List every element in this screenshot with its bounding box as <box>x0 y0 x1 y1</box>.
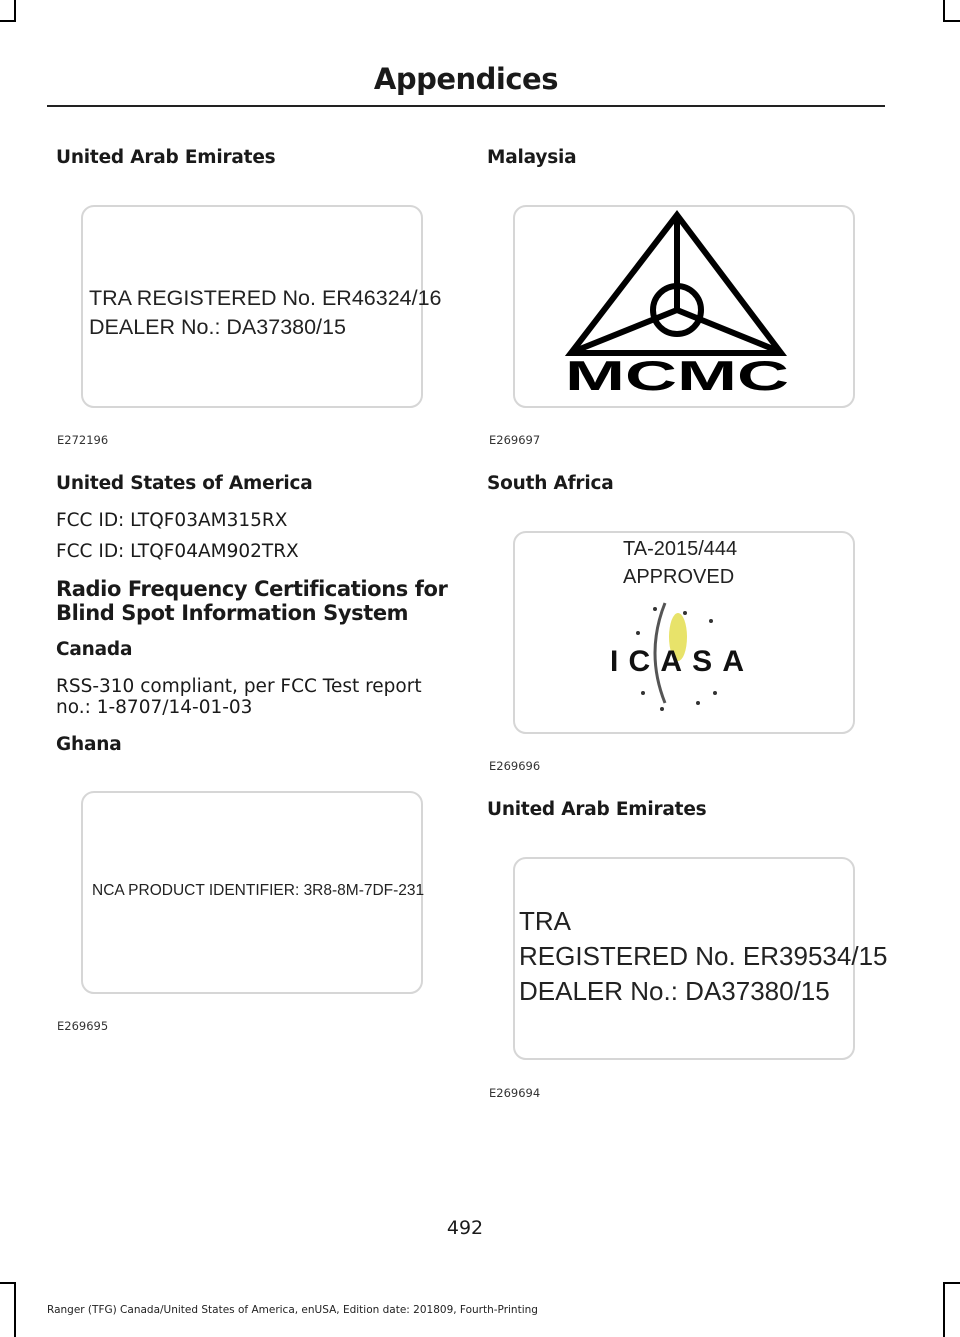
image-code: E269694 <box>489 1086 541 1100</box>
canada-text-line: RSS-310 compliant, per FCC Test report <box>56 676 422 697</box>
page-number: 492 <box>446 1217 484 1239</box>
uae-heading: United Arab Emirates <box>56 147 276 168</box>
crop-mark <box>943 0 945 22</box>
mcmc-triangle-icon <box>571 215 781 353</box>
uae-certification-label <box>513 857 888 1060</box>
ghana-certification-label <box>81 791 423 994</box>
crop-mark <box>943 1282 945 1337</box>
crop-mark <box>14 0 16 22</box>
icasa-logo-text: ICASA <box>610 645 744 678</box>
crop-mark <box>14 1282 16 1337</box>
uae-tra-text: TRA <box>519 906 571 936</box>
fcc-id-text: FCC ID: LTQF03AM315RX <box>56 510 288 531</box>
image-code: E269697 <box>489 433 541 447</box>
uae-dealer-text: DEALER No.: DA37380/15 <box>89 315 346 339</box>
icasa-logo <box>515 533 852 731</box>
crop-mark <box>943 1282 960 1284</box>
image-code: E269696 <box>489 759 541 773</box>
ghana-identifier-text: NCA PRODUCT IDENTIFIER: 3R8-8M-7DF-231 <box>92 882 425 899</box>
page-title: Appendices <box>373 62 558 96</box>
header-rule <box>47 105 885 107</box>
uae-registration-text: REGISTERED No. ER39534/15 <box>519 941 888 971</box>
malaysia-certification-label <box>513 205 855 408</box>
crop-mark <box>0 20 16 22</box>
crop-mark <box>0 1282 16 1284</box>
image-code: E269695 <box>57 1019 109 1033</box>
fcc-id-text: FCC ID: LTQF04AM902TRX <box>56 541 299 562</box>
sa-approval-number: TA-2015/444 <box>623 538 738 560</box>
uae-registration-text: TRA REGISTERED No. ER46324/16 <box>89 286 442 310</box>
mcmc-logo <box>515 207 852 405</box>
crop-mark <box>943 20 960 22</box>
south-africa-heading: South Africa <box>487 473 614 494</box>
malaysia-heading: Malaysia <box>487 147 577 168</box>
canada-text-line: no.: 1-8707/14-01-03 <box>56 697 253 718</box>
sa-approved-text: APPROVED <box>623 566 735 588</box>
section-heading-line: Blind Spot Information System <box>56 601 409 625</box>
uae-heading: United Arab Emirates <box>487 799 707 820</box>
uae-certification-label <box>81 205 442 408</box>
south-africa-certification-label <box>513 531 855 734</box>
ghana-heading: Ghana <box>56 734 122 755</box>
section-heading-line: Radio Frequency Certifications for <box>56 577 448 601</box>
usa-heading: United States of America <box>56 473 313 494</box>
footer-text: Ranger (TFG) Canada/United States of America, enUSA, Edition date: 201809, Fourth-Printing <box>47 1304 538 1316</box>
mcmc-logo-text: MCMC <box>565 352 789 399</box>
image-code: E272196 <box>57 433 109 447</box>
uae-dealer-text: DEALER No.: DA37380/15 <box>519 976 830 1006</box>
canada-heading: Canada <box>56 639 133 660</box>
section-heading <box>56 577 447 625</box>
canada-text <box>56 676 422 718</box>
